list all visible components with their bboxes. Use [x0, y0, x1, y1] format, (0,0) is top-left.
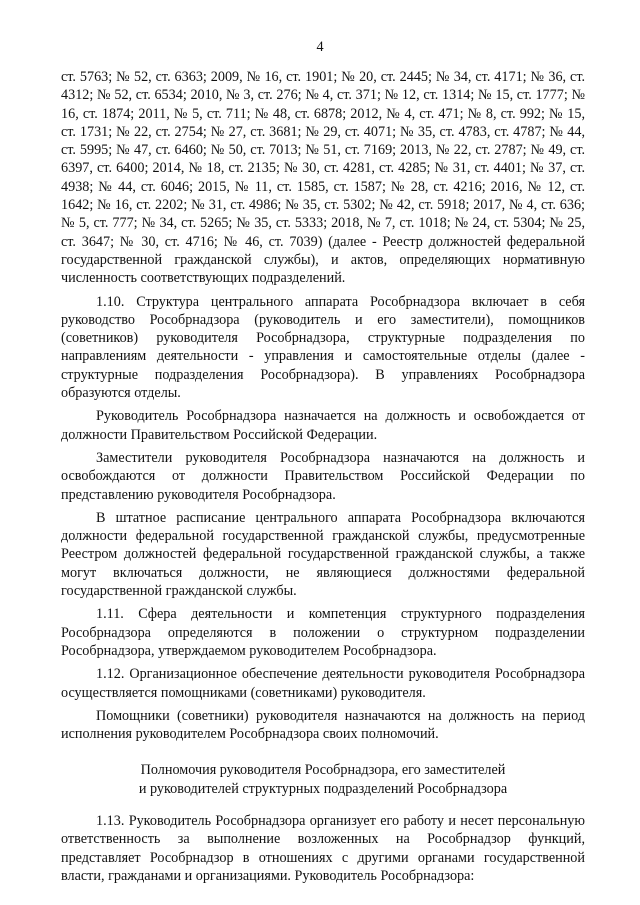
page-number: 4	[316, 39, 324, 55]
paragraph-1-13: 1.13. Руководитель Рособрнадзора организует его работу и несет персональную ответственность за выполнение возложенных на Рособрнадзор функций, представляет Рособрнадзор в отношениях с другими органами государственной власти, гражданами и организациями. Руководитель Рособрнадзора:	[61, 812, 585, 884]
section-heading	[61, 761, 585, 798]
paragraph-1-11: 1.11. Сфера деятельности и компетенция структурного подразделения Рособрнадзора определяются в положении о структурном подразделении Рособрнадзора, утверждаемом руководителем Рособрнадзора.	[61, 606, 585, 659]
paragraph-assistants: Помощники (советники) руководителя назначаются на должность на период исполнения руководителем Рособрнадзора своих полномочий.	[61, 707, 585, 743]
paragraph-references: ст. 5763; № 52, ст. 6363; 2009, № 16, ст. 1901; № 20, ст. 2445; № 34, ст. 4171; № 36, ст. 4312; № 52, ст. 6534; 2010, № 3, ст. 276; № 4, ст. 371; № 12, ст. 1314; № 15, ст. 1777; № 16, ст. 1874; 2011, № 5, ст. 711; № 48, ст. 6878; 2012, № 4, ст. 471; № 8, ст. 992; № 15, ст. 1731; № 22, ст. 2754; № 27, ст. 3681; № 29, ст. 4071; № 35, ст. 4783, ст. 4787; № 44, ст. 5995; № 47, ст. 6460; № 50, ст. 7013; № 51, ст. 7169; 2013, № 22, ст. 2787; № 49, ст. 6397, ст. 6400; 2014, № 18, ст. 2135; № 30, ст. 4281, ст. 4285; № 31, ст. 4401; № 37, ст. 4938; № 44, ст. 6046; 2015, № 11, ст. 1585, ст. 1587; № 28, ст. 4216; 2016, № 12, ст. 1642; № 16, ст. 2202; № 31, ст. 4986; № 35, ст. 5302; № 42, ст. 5918; 2017, № 4, ст. 636; № 5, ст. 777; № 34, ст. 5265; № 35, ст. 5333; 2018, № 7, ст. 1018; № 24, ст. 5304; № 25, ст. 3647; № 30, ст. 4716; № 46, ст. 7039) (далее - Реестр должностей федеральной государственной гражданской службы), и актов, определяющих нормативную численность соответствующих подразделений.	[61, 69, 585, 287]
section-heading-line-2: и руководителей структурных подразделений Рособрнадзора	[138, 780, 508, 797]
section-heading-line-1: Полномочия руководителя Рособрнадзора, его заместителей	[140, 762, 506, 779]
paragraph-head-appointment: Руководитель Рособрнадзора назначается на должность и освобождается от должности Правительством Российской Федерации.	[61, 408, 585, 443]
paragraph-1-12: 1.12. Организационное обеспечение деятельности руководителя Рособрнадзора осуществляется помощниками (советниками) руководителя.	[61, 666, 585, 701]
paragraph-1-10: 1.10. Структура центрального аппарата Рособрнадзора включает в себя руководство Рособрнадзора (руководитель и его заместители), помощников (советников) руководителя Рособрнадзора, структурные подразделения по направлениям деятельности - управления и самостоятельные отделы (далее - структурные подразделения Рособрнадзора). В управлениях Рособрнадзора образуются отделы.	[61, 293, 585, 402]
document-body	[61, 68, 585, 890]
paragraph-staff-schedule: В штатное расписание центрального аппарата Рособрнадзора включаются должности федеральной государственной гражданской службы, предусмотренные Реестром должностей федеральной государственной гражданской службы, а также могут включаться должности, не являющиеся должностями федеральной государственной гражданской службы.	[61, 509, 585, 600]
paragraph-deputies-appointment: Заместители руководителя Рособрнадзора назначаются на должность и освобождаются от должности Правительством Российской Федерации по представлению руководителя Рособрнадзора.	[61, 449, 585, 503]
